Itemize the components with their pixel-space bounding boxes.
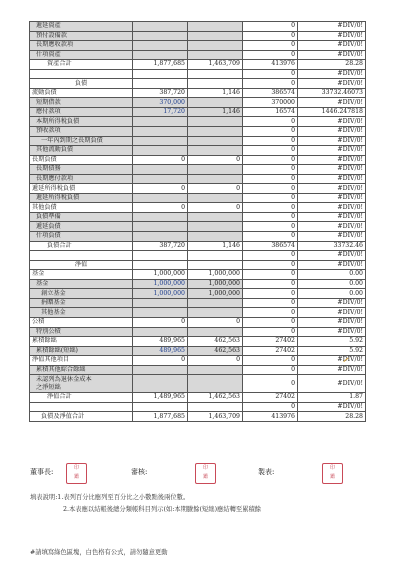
change-percent-cell: #DIV/0! — [298, 146, 366, 156]
table-row — [30, 79, 366, 89]
change-percent-cell: #DIV/0! — [298, 31, 366, 41]
seal-text: 印 — [73, 465, 79, 471]
table-row — [30, 107, 366, 117]
current-amount-cell — [133, 31, 188, 41]
change-percent-cell: #DIV/0! — [298, 356, 366, 366]
row-label: 創立基金 — [30, 289, 133, 299]
current-amount-cell: 17,720 — [133, 107, 188, 117]
current-amount-cell: 1,000,000 — [133, 270, 188, 280]
row-label: 遞延所得稅負債 — [30, 193, 133, 203]
change-amount-cell: 0 — [243, 356, 298, 366]
change-percent-cell: #DIV/0! — [298, 298, 366, 308]
change-amount-cell: 0 — [243, 79, 298, 89]
row-label: 負債 — [30, 79, 133, 89]
table-row — [30, 402, 366, 412]
change-amount-cell: 0 — [243, 327, 298, 337]
table-row — [30, 298, 366, 308]
current-amount-cell — [133, 117, 188, 127]
current-amount-cell: 0 — [133, 184, 188, 194]
row-label-line: 未認列為退休金成本 — [36, 375, 92, 383]
prior-amount-cell: 1,462,563 — [188, 393, 243, 403]
row-label: 一年內到期之長期負債 — [30, 136, 133, 146]
prior-amount-cell: 462,563 — [188, 346, 243, 356]
current-amount-cell — [133, 375, 188, 393]
reviewer-label: 審核: — [131, 468, 148, 476]
change-percent-cell: #DIV/0! — [298, 136, 366, 146]
change-amount-cell: 0 — [243, 289, 298, 299]
row-label: 其他基金 — [30, 308, 133, 318]
prior-amount-cell — [188, 98, 243, 108]
table-row — [30, 184, 366, 194]
current-amount-cell — [133, 308, 188, 318]
row-label: 淨值 — [30, 260, 133, 270]
table-row — [30, 60, 366, 70]
row-label: 遞延所得稅負債 — [30, 184, 133, 194]
change-amount-cell: 0 — [243, 212, 298, 222]
change-amount-cell: 0 — [243, 136, 298, 146]
table-row — [30, 308, 366, 318]
row-label: 短期借款 — [30, 98, 133, 108]
row-label: 負債準備 — [30, 212, 133, 222]
change-percent-cell: 33732.46 — [298, 241, 366, 251]
table-row — [30, 365, 366, 375]
change-amount-cell: 0 — [243, 193, 298, 203]
current-amount-cell: 0 — [133, 317, 188, 327]
change-amount-cell: 413976 — [243, 412, 298, 422]
signature-row — [30, 463, 370, 485]
change-amount-cell: 0 — [243, 117, 298, 127]
change-percent-cell: 0.00 — [298, 289, 366, 299]
change-amount-cell: 0 — [243, 50, 298, 60]
change-amount-cell: 0 — [243, 155, 298, 165]
prior-amount-cell — [188, 146, 243, 156]
prior-amount-cell — [188, 127, 243, 137]
table-row — [30, 346, 366, 356]
table-row — [30, 50, 366, 60]
row-label: 其他流動負債 — [30, 146, 133, 156]
prior-amount-cell: 1,463,709 — [188, 412, 243, 422]
table-row — [30, 222, 366, 232]
seal-text: 印 — [329, 465, 335, 471]
current-amount-cell — [133, 212, 188, 222]
change-amount-cell: 370000 — [243, 98, 298, 108]
row-label: 基金 — [30, 270, 133, 280]
prior-amount-cell — [188, 69, 243, 79]
table-row — [30, 155, 366, 165]
current-amount-cell — [133, 146, 188, 156]
current-amount-cell: 0 — [133, 155, 188, 165]
form-notes — [30, 492, 390, 516]
prior-amount-cell — [188, 193, 243, 203]
prior-amount-cell — [188, 31, 243, 41]
row-label: 淨值合計 — [30, 393, 133, 403]
prior-amount-cell: 1,146 — [188, 107, 243, 117]
seal-text: 鑑 — [329, 474, 335, 480]
seal-text: 印 — [202, 465, 208, 471]
footer-instruction: #請填寫綠色區塊，白色格有公式，請勿隨意更動 — [30, 549, 168, 556]
change-amount-cell: 0 — [243, 41, 298, 51]
change-percent-cell: #DIV/0! — [298, 79, 366, 89]
prior-amount-cell — [188, 308, 243, 318]
balance-sheet-table — [29, 21, 366, 422]
table-row — [30, 412, 366, 422]
row-label — [30, 69, 133, 79]
row-label: 資產合計 — [30, 60, 133, 70]
row-label: 特別公積 — [30, 327, 133, 337]
prior-amount-cell: 462,563 — [188, 337, 243, 347]
change-amount-cell: 16574 — [243, 107, 298, 117]
prior-amount-cell: 0 — [188, 317, 243, 327]
change-amount-cell: 27402 — [243, 393, 298, 403]
change-amount-cell: 0 — [243, 184, 298, 194]
current-amount-cell — [133, 251, 188, 261]
chairman-seal-icon — [66, 463, 87, 484]
table-row — [30, 375, 366, 393]
change-percent-cell: #DIV/0! — [298, 174, 366, 184]
change-percent-cell: #DIV/0! — [298, 260, 366, 270]
row-label: 什項資產 — [30, 50, 133, 60]
row-label: 流動負債 — [30, 88, 133, 98]
row-label: 長期債務 — [30, 165, 133, 175]
change-amount-cell: 0 — [243, 298, 298, 308]
prior-amount-cell: 0 — [188, 203, 243, 213]
change-amount-cell: 0 — [243, 22, 298, 32]
table-row — [30, 260, 366, 270]
current-amount-cell: 370,000 — [133, 98, 188, 108]
prior-amount-cell — [188, 212, 243, 222]
preparer-label: 製表: — [258, 468, 275, 476]
change-percent-cell: #DIV/0! — [298, 222, 366, 232]
change-percent-cell: #DIV/0! — [298, 203, 366, 213]
change-percent-cell: #DIV/0! — [298, 327, 366, 337]
table-row — [30, 279, 366, 289]
table-row — [30, 117, 366, 127]
prior-amount-cell: 1,000,000 — [188, 289, 243, 299]
current-amount-cell — [133, 79, 188, 89]
row-label: 淨值其他項目 — [30, 356, 133, 366]
prior-amount-cell — [188, 222, 243, 232]
current-amount-cell — [133, 222, 188, 232]
change-percent-cell: 5.92 — [298, 337, 366, 347]
prior-amount-cell — [188, 327, 243, 337]
change-percent-cell: 33732.46073 — [298, 88, 366, 98]
seal-text: 鑑 — [73, 474, 79, 480]
row-label: 長期應付款項 — [30, 174, 133, 184]
change-percent-cell: #DIV/0! — [298, 184, 366, 194]
current-amount-cell — [133, 127, 188, 137]
current-amount-cell: 1,877,685 — [133, 412, 188, 422]
change-amount-cell: 0 — [243, 279, 298, 289]
prior-amount-cell: 1,000,000 — [188, 279, 243, 289]
table-row — [30, 193, 366, 203]
change-amount-cell: 0 — [243, 31, 298, 41]
prior-amount-cell — [188, 136, 243, 146]
table-row — [30, 289, 366, 299]
note-line-1: 填表說明:1.表列百分比應列至百分比之小數點後兩位數。 — [30, 494, 190, 501]
change-amount-cell: 0 — [243, 270, 298, 280]
change-amount-cell: 0 — [243, 317, 298, 327]
current-amount-cell: 0 — [133, 356, 188, 366]
current-amount-cell: 1,877,685 — [133, 60, 188, 70]
table-row — [30, 31, 366, 41]
table-row — [30, 270, 366, 280]
note-line-2: 2.本表應以結帳後總分類帳科目列示(如:本期賸餘(短絀)應結轉至累積餘 — [63, 506, 262, 513]
current-amount-cell — [133, 365, 188, 375]
change-percent-cell: #DIV/0! — [298, 212, 366, 222]
change-amount-cell: 0 — [243, 174, 298, 184]
change-amount-cell: 386574 — [243, 88, 298, 98]
table-row — [30, 232, 366, 242]
prior-amount-cell — [188, 41, 243, 51]
row-label: 本期所得稅負債 — [30, 117, 133, 127]
table-row — [30, 174, 366, 184]
table-row — [30, 212, 366, 222]
change-percent-cell: 28.28 — [298, 412, 366, 422]
current-amount-cell: 489,965 — [133, 337, 188, 347]
change-amount-cell: 0 — [243, 251, 298, 261]
table-row — [30, 165, 366, 175]
current-amount-cell — [133, 298, 188, 308]
prior-amount-cell — [188, 50, 243, 60]
table-row — [30, 317, 366, 327]
row-label: 什項負債 — [30, 232, 133, 242]
row-label: 累積餘絀(短絀) — [30, 346, 133, 356]
table-row — [30, 98, 366, 108]
table-row — [30, 356, 366, 366]
change-percent-cell: 0.00 — [298, 270, 366, 280]
current-amount-cell — [133, 402, 188, 412]
change-percent-cell: #DIV/0! — [298, 117, 366, 127]
change-amount-cell: 27402 — [243, 337, 298, 347]
row-label: 應付款項 — [30, 107, 133, 117]
table-row — [30, 22, 366, 32]
row-label: 預付設備款 — [30, 31, 133, 41]
row-label: 遞延資產 — [30, 22, 133, 32]
row-label-line: 之淨短絀 — [36, 383, 61, 391]
change-amount-cell: 0 — [243, 127, 298, 137]
current-amount-cell — [133, 174, 188, 184]
current-amount-cell — [133, 260, 188, 270]
row-label — [30, 402, 133, 412]
change-percent-cell: #DIV/0! — [298, 193, 366, 203]
change-percent-cell: 1.87 — [298, 393, 366, 403]
row-label: 負債及淨值合計 — [30, 412, 133, 422]
prior-amount-cell — [188, 79, 243, 89]
current-amount-cell: 0 — [133, 203, 188, 213]
current-amount-cell — [133, 136, 188, 146]
change-percent-cell: #DIV/0! — [298, 22, 366, 32]
change-percent-cell: #DIV/0! — [298, 98, 366, 108]
row-label: 基金 — [30, 279, 133, 289]
row-label: 長期應收款項 — [30, 41, 133, 51]
change-amount-cell: 0 — [243, 260, 298, 270]
change-amount-cell: 386574 — [243, 241, 298, 251]
prior-amount-cell — [188, 375, 243, 393]
prior-amount-cell — [188, 232, 243, 242]
change-amount-cell: 0 — [243, 308, 298, 318]
preparer-seal-icon — [322, 463, 343, 484]
table-row — [30, 127, 366, 137]
prior-amount-cell — [188, 298, 243, 308]
table-row — [30, 241, 366, 251]
row-label — [30, 251, 133, 261]
current-amount-cell — [133, 41, 188, 51]
current-amount-cell — [133, 50, 188, 60]
change-percent-cell: #DIV/0! — [298, 69, 366, 79]
seal-text: 鑑 — [202, 474, 208, 480]
prior-amount-cell — [188, 365, 243, 375]
prior-amount-cell — [188, 251, 243, 261]
change-amount-cell: 0 — [243, 402, 298, 412]
change-amount-cell: 27402 — [243, 346, 298, 356]
row-label: 預收款項 — [30, 127, 133, 137]
change-percent-cell: #DIV/0! — [298, 251, 366, 261]
row-label: 其他負債 — [30, 203, 133, 213]
row-label — [30, 375, 133, 393]
change-percent-cell: #DIV/0! — [298, 50, 366, 60]
change-amount-cell: 0 — [243, 375, 298, 393]
prior-amount-cell — [188, 165, 243, 175]
prior-amount-cell — [188, 117, 243, 127]
current-amount-cell — [133, 327, 188, 337]
change-percent-cell: 1446.247818 — [298, 107, 366, 117]
table-row — [30, 136, 366, 146]
row-label: 負債合計 — [30, 241, 133, 251]
change-amount-cell: 0 — [243, 203, 298, 213]
change-amount-cell: 0 — [243, 232, 298, 242]
prior-amount-cell: 1,000,000 — [188, 270, 243, 280]
change-percent-cell: #DIV/0! — [298, 165, 366, 175]
current-amount-cell: 1,000,000 — [133, 279, 188, 289]
table-row — [30, 146, 366, 156]
table-row — [30, 327, 366, 337]
change-amount-cell: 0 — [243, 69, 298, 79]
table-row — [30, 203, 366, 213]
current-amount-cell — [133, 232, 188, 242]
change-amount-cell: 0 — [243, 165, 298, 175]
change-amount-cell: 0 — [243, 222, 298, 232]
prior-amount-cell — [188, 22, 243, 32]
prior-amount-cell — [188, 174, 243, 184]
table-row — [30, 88, 366, 98]
current-amount-cell: 1,489,965 — [133, 393, 188, 403]
prior-amount-cell: 0 — [188, 356, 243, 366]
change-percent-cell: 0.00 — [298, 279, 366, 289]
table-row — [30, 69, 366, 79]
current-amount-cell — [133, 69, 188, 79]
table-row — [30, 251, 366, 261]
prior-amount-cell: 0 — [188, 155, 243, 165]
row-label: 遞延負債 — [30, 222, 133, 232]
table-row — [30, 393, 366, 403]
prior-amount-cell — [188, 260, 243, 270]
change-percent-cell: #DIV/0! — [298, 127, 366, 137]
row-label: 捐贈基金 — [30, 298, 133, 308]
change-percent-cell: 5.92 — [298, 346, 366, 356]
balance-sheet-body — [30, 22, 366, 422]
prior-amount-cell: 1,146 — [188, 88, 243, 98]
current-amount-cell: 489,965 — [133, 346, 188, 356]
change-percent-cell: #DIV/0! — [298, 317, 366, 327]
change-percent-cell: #DIV/0! — [298, 365, 366, 375]
change-percent-cell: #DIV/0! — [298, 232, 366, 242]
current-amount-cell — [133, 193, 188, 203]
current-amount-cell: 1,000,000 — [133, 289, 188, 299]
row-label: 公積 — [30, 317, 133, 327]
table-row — [30, 337, 366, 347]
change-percent-cell: 28.28 — [298, 60, 366, 70]
row-label: 累積餘絀 — [30, 337, 133, 347]
change-percent-cell: #DIV/0! — [298, 375, 366, 393]
change-percent-cell: #DIV/0! — [298, 402, 366, 412]
prior-amount-cell — [188, 402, 243, 412]
row-label: 累積其他綜合餘絀 — [30, 365, 133, 375]
change-amount-cell: 413976 — [243, 60, 298, 70]
change-amount-cell: 0 — [243, 365, 298, 375]
table-row — [30, 41, 366, 51]
prior-amount-cell: 1,146 — [188, 241, 243, 251]
current-amount-cell — [133, 165, 188, 175]
change-percent-cell: #DIV/0! — [298, 41, 366, 51]
current-amount-cell — [133, 22, 188, 32]
prior-amount-cell: 0 — [188, 184, 243, 194]
current-amount-cell: 387,720 — [133, 241, 188, 251]
change-amount-cell: 0 — [243, 146, 298, 156]
prior-amount-cell: 1,463,709 — [188, 60, 243, 70]
current-amount-cell: 387,720 — [133, 88, 188, 98]
row-label: 長期負債 — [30, 155, 133, 165]
change-percent-cell: #DIV/0! — [298, 308, 366, 318]
reviewer-seal-icon — [195, 463, 216, 484]
change-percent-cell: #DIV/0! — [298, 155, 366, 165]
chairman-label: 董事長: — [30, 468, 54, 476]
